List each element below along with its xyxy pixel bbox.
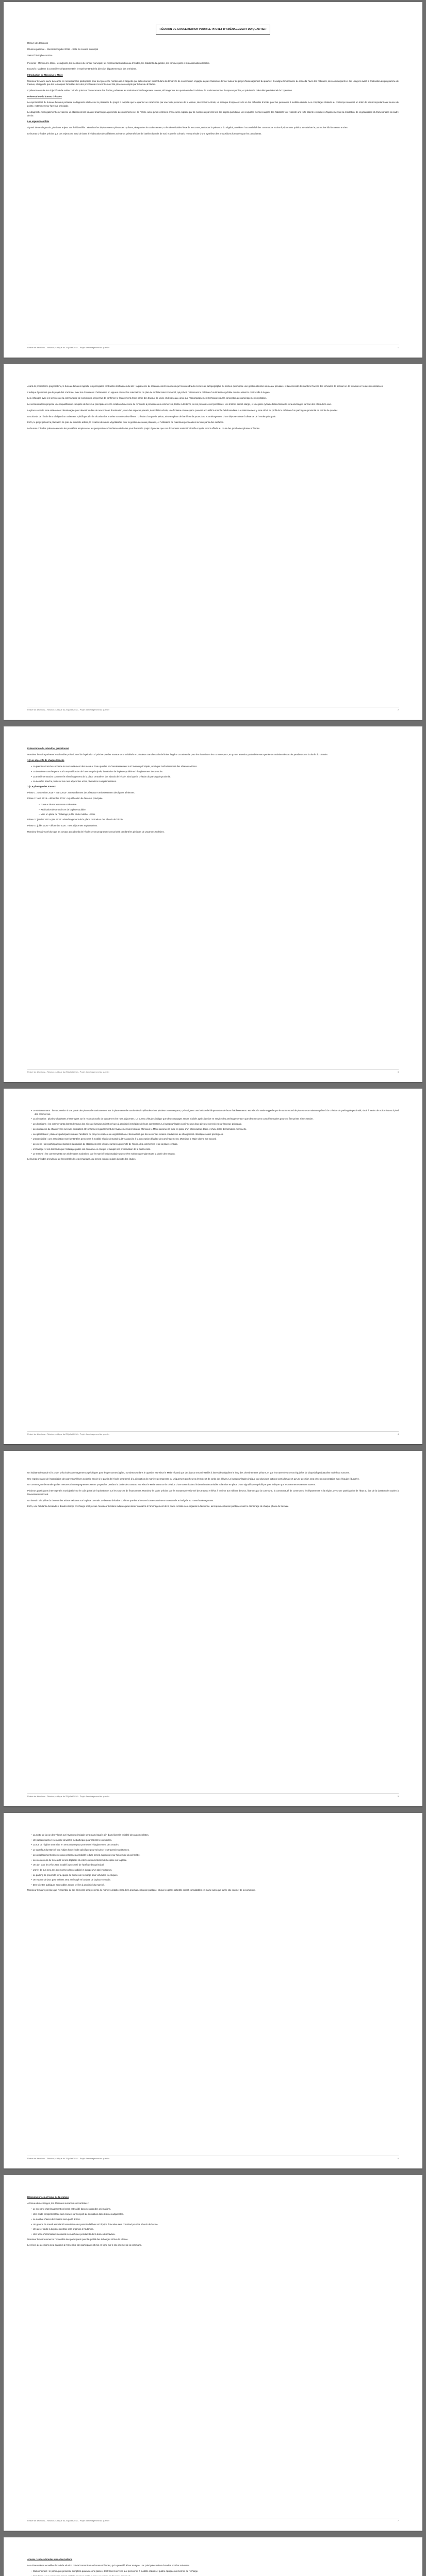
section-heading: Présentation du bureau d’études: [27, 95, 62, 98]
bullet-item: • Une étude complémentaire sera menée sur le report de circulation dans les rues adjacentes.: [27, 2213, 399, 2216]
bullet-item: • Le nombre d’aires de livraison sera porté à trois.: [27, 2218, 399, 2222]
document-page: [4, 2, 422, 358]
bullet-item: • Le scénario d’aménagement présenté est validé dans ses grandes orientations.: [27, 2208, 399, 2211]
page-footer: [27, 1431, 399, 1436]
bullet-item: • La deuxième tranche porte sur la requalification de l’avenue principale, la création de la piste cyclable et l’élargissement des trottoirs.: [27, 770, 399, 774]
bullet-item: • Stationnement : le parking de proximité comptera quarante-cinq places, dont trois réservées aux personnes à mobilité réduite et quatre équipées de bornes de recharge.: [27, 2570, 399, 2573]
paragraph: Un riverain s’inquiète du devenir des arbres existants sur la place centrale. Le bureau d’études confirme que les arbres en bonne santé seront conservés et intégrés au nouvel aménagement.: [27, 1499, 214, 1502]
page-number: 2: [397, 709, 399, 711]
paragraph: Le scénario retenu propose une requalification complète de l’avenue principale avec la création d’une zone de rencontre à proximité des commerces, limitée à 20 km/h, où les piétons seront prioritaires. Les trottoirs seront élargis, et une piste cyclable bidirectionnelle sera aménagée sur l’un des côtés de la voie.: [27, 403, 332, 406]
paragraph: Monsieur le Maire présente le calendrier prévisionnel de l’opération. Il précise que les travaux seront réalisés en plusieurs tranches afin de limiter la gêne occasionnée pour les riverains et les commerçants, et qu’une attention particulière sera portée au maintien des accès pendant toute la durée du chantier.: [27, 753, 329, 756]
document-page: [4, 2537, 422, 2576]
paragraph: Phase 4 : juillet 2020 – décembre 2020 : rues adjacentes et plantations.: [27, 824, 98, 827]
paragraph: Il indique également que le projet doit s’articuler avec les documents d’urbanisme en vigueur et avec les orientations du plan de mobilité intercommunal, qui prévoit notamment la création d’un itinéraire cyclable continu reliant le centre-ville à la gare.: [27, 391, 271, 394]
bullet-item: • Une lettre d’information mensuelle sera diffusée pendant toute la durée des travaux.: [27, 2233, 399, 2236]
paragraph: Monsieur le Maire précise que les travaux aux abords de l’école seront programmés en priorité pendant les périodes de vacances scolaires.: [27, 830, 165, 833]
sub-bullet-item: – Travaux de terrassement et de voirie.: [27, 803, 399, 807]
paragraph: Phase 2 : avril 2019 – décembre 2019 : requalification de l’avenue principale.: [27, 797, 103, 800]
bullet-item: • La troisième tranche concerne le réaménagement de la place centrale et des abords de l’école, ainsi que la création du parking de proximité.: [27, 775, 399, 779]
page-number: 1: [397, 347, 399, 349]
bullet-item: • La circulation : plusieurs habitants s’interrogent sur le report du trafic de transit vers les rues adjacentes. Le bureau d’études indique que des comptages seront réalisés après la mise en service des aménagements et que des mesures complémentaires pourront être prises si nécessaire.: [27, 1117, 399, 1121]
footer-text: Relevé de décisions – Réunion publique du 25 juillet 2018 – Projet d’aménagement du quartier: [27, 1071, 110, 1073]
paragraph: Un commerçant demande quelles mesures d’accompagnement seront proposées pendant la durée des travaux. Monsieur le Maire annonce la création d’une commission d’indemnisation amiable et la mise en place d’une signalétique spécifique pour indiquer que les commerces restent ouverts.: [27, 1483, 316, 1486]
document-page: [4, 364, 422, 720]
footer-text: Relevé de décisions – Réunion publique du 25 juillet 2018 – Projet d’aménagement du quartier: [27, 347, 110, 349]
paragraph: À l’issue des échanges, les décisions suivantes sont arrêtées :: [27, 2201, 89, 2205]
bullet-item: • Les emplacements réservés aux personnes à mobilité réduite seront augmentés sur l’ensemble du périmètre.: [27, 1854, 399, 1857]
paragraph: Monsieur le Maire précise que l’ensemble de ces éléments sera présenté de manière détaillée lors de la prochaine réunion publique, et que les plans définitifs seront consultables en mairie ainsi que sur le site internet de la commune.: [27, 1888, 256, 1891]
paragraph: Le représentant du bureau d’études présente le diagnostic réalisé sur le périmètre du projet. Il rappelle que le quartier se caractérise par une forte présence de la voiture, des trottoirs étroits, un manque d’espaces verts et des difficultés d’accès pour les personnes à mobilité réduite. Les comptages réalisés au printemps montrent un trafic de transit important aux heures de pointe, notamment sur l’avenue principale.: [27, 101, 399, 108]
page-footer: [27, 707, 399, 711]
document-page: [4, 726, 422, 1082]
page-footer: [27, 345, 399, 349]
paragraph: Les observations recueillies lors de la réunion ont été transmises au bureau d’études, qui a procédé à leur analyse. Les principales suites données sont les suivantes.: [27, 2564, 190, 2567]
paragraph: Plusieurs participants interrogent la municipalité sur le coût global de l’opération et sur les sources de financement. Monsieur le Maire précise que le montant prévisionnel des travaux s’élève à environ 3,8 millions d’euros, financés par la commune, la communauté de communes, le département et la région, avec une participation de l’État au titre de la dotation de soutien à l’investissement local.: [27, 1489, 399, 1496]
paragraph: Le bureau d’études présente ensuite les premières esquisses et les perspectives d’ambiance réalisées pour illustrer le projet. Il précise que ces documents restent indicatifs et qu’ils seront affinés au cours des prochaines phases d’études.: [27, 427, 260, 430]
bullet-item: • L’arrêt de bus sera mis aux normes d’accessibilité et équipé d’un abri voyageurs.: [27, 1869, 399, 1872]
paragraph: Le diagnostic met également en évidence un stationnement souvent anarchique à proximité des commerces et de l’école, ainsi qu’un sentiment d’insécurité exprimé par de nombreux parents lors des trajets quotidiens. Les enquêtes menées auprès des habitants font ressortir une forte attente en matière d’apaisement de la circulation, de végétalisation et d’amélioration du cadre de vie.: [27, 110, 399, 117]
paragraph: Un habitant demande si le projet prévoit des aménagements spécifiques pour les personnes âgées, nombreuses dans le quartier. Monsieur le Maire répond que des bancs seront installés à intervalles réguliers le long des cheminements piétons, et que les traversées seront équipées de dispositifs podotactiles et de feux sonores.: [27, 1471, 350, 1474]
bullet-item: • La rue de l’Église sera mise en sens unique pour permettre l’élargissement des trottoirs.: [27, 1843, 399, 1847]
section-heading: 2 ) Le phasage des travaux: [27, 785, 56, 788]
page-number: 3: [397, 1071, 399, 1073]
bullet-item: • Les livraisons : les commerçants demandent que des aires de livraison soient prévues à proximité immédiate de leurs commerces. Le bureau d’études confirme que deux aires seront créées sur l’avenue principale.: [27, 1123, 399, 1126]
bullet-item: • Les vélos : des participants demandent la création de stationnements vélos sécurisés à proximité de l’école, des commerces et de la place centrale.: [27, 1143, 399, 1146]
bullet-item: • Les plantations : plusieurs participants saluent l’ambition du projet en matière de végétalisation et demandent que des essences locales et adaptées au changement climatique soient privilégiées.: [27, 1133, 399, 1137]
document-title: RÉUNION DE CONCERTATION POUR LE PROJET D’AMÉNAGEMENT DU QUARTIER: [156, 25, 270, 35]
bullet-item: • Un groupe de travail associant l’association des parents d’élèves et l’équipe éducative sera constitué pour les abords de l’école.: [27, 2223, 399, 2227]
bullet-item: • Des toilettes publiques accessibles seront créées à proximité du marché.: [27, 1884, 399, 1887]
section-heading: Les enjeux identifiés: [27, 120, 50, 123]
paragraph: Présents : Monsieur le Maire, les adjoints, les membres du conseil municipal, les représentants du bureau d’études, les habitants du quartier, les commerçants et les associations locales.: [27, 61, 210, 64]
bullet-item: • Le carrefour du Marché fera l’objet d’une étude spécifique pour sécuriser les traversées piétonnes.: [27, 1849, 399, 1852]
section-heading: Introduction de Monsieur le Maire: [27, 73, 63, 76]
page-number: 4: [397, 1433, 399, 1435]
paragraph: Le bureau d’études précise que ces enjeux ont servi de base à l’élaboration des différents scénarios présentés lors de l’atelier du mois de mai, et que le scénario retenu résulte d’une synthèse des propositions formulées par les participants.: [27, 132, 262, 135]
paragraph: Monsieur le Maire ouvre la séance en remerciant les participants pour leur présence nombreuse. Il rappelle que cette réunion s’inscrit dans la démarche de concertation engagée depuis l’automne dernier autour du projet d’aménagement du quartier. Il souligne l’importance de recueillir l’avis des habitants, des commerçants et des usagers avant la finalisation du programme de travaux, et rappelle que les remarques formulées lors des précédentes rencontres ont été prises en compte par le bureau d’études.: [27, 79, 399, 86]
bullet-item: • Le marché : les commerçants non sédentaires souhaitent que le marché hebdomadaire puisse être maintenu pendant toute la durée des travaux.: [27, 1153, 399, 1156]
footer-text: Relevé de décisions – Réunion publique du 25 juillet 2018 – Projet d’aménagement du quartier: [27, 1795, 110, 1798]
meeting-info: Réunion publique – Mercredi 25 juillet 2018 – Salle du conseil municipal: [27, 48, 98, 51]
bullet-item: • Un espace de jeux pour enfants sera aménagé en bordure de la place centrale.: [27, 1878, 399, 1882]
sub-bullet-item: – Réalisation des trottoirs et de la piste cyclable.: [27, 808, 399, 812]
document-page: [4, 1089, 422, 1444]
section-heading: Annexe : suites données aux observations: [27, 2558, 73, 2561]
bullet-item: • La sortie de la rue des Tilleuls sur l’avenue principale sera réaménagée afin d’améliorer la visibilité des automobilistes.: [27, 1834, 399, 1837]
paragraph: Les abords de l’école feront l’objet d’un traitement spécifique afin de sécuriser les entrées et sorties des élèves : création d’un parvis piéton, mise en place de barrières de protection, et aménagement d’une dépose-minute à distance de l’entrée principale.: [27, 415, 276, 418]
bullet-item: • Le parking de proximité sera équipé de bornes de recharge pour véhicules électriques.: [27, 1874, 399, 1877]
bullet-item: • La dernière tranche porte sur les rues adjacentes et les plantations complémentaires.: [27, 780, 399, 784]
paragraph: À partir de ce diagnostic, plusieurs enjeux ont été identifiés : sécuriser les déplacements piétons et cyclistes, réorganiser le stationnement, créer de véritables lieux de rencontre, renforcer la présence du végétal, améliorer l’accessibilité des commerces et des équipements publics, et valoriser le patrimoine bâti du centre ancien.: [27, 126, 348, 129]
bullet-item: • Les conteneurs de tri sélectif seront déplacés et enterrés afin de libérer de l’espace sur la place.: [27, 1859, 399, 1862]
paragraph: Phase 1 : septembre 2018 – mars 2019 : renouvellement des réseaux et enfouissement des lignes aériennes.: [27, 791, 135, 794]
bullet-item: • Un plateau surélevé sera créé devant la médiathèque pour ralentir les véhicules.: [27, 1839, 399, 1842]
page-number: 5: [397, 1795, 399, 1798]
paragraph: Le bureau d’études prend note de l’ensemble de ces remarques, qui seront intégrées dans la suite des études.: [27, 1158, 136, 1161]
section-heading: 1 ) Les objectifs de chaque tranche: [27, 759, 64, 762]
sub-bullet-item: – Mise en place de l’éclairage public et du mobilier urbain.: [27, 813, 399, 817]
paragraph: Le relevé de décisions sera transmis à l’ensemble des participants et mis en ligne sur le site internet de la commune.: [27, 2244, 142, 2247]
bullet-item: • L’accessibilité : une association représentant les personnes à mobilité réduite demande à être associée à la conception détaillée des aménagements. Monsieur le Maire donne son accord.: [27, 1138, 399, 1141]
page-footer: [27, 1793, 399, 1798]
bullet-item: • Un atelier dédié à la place centrale sera organisé à l’automne.: [27, 2228, 399, 2231]
paragraph: La place centrale sera entièrement réaménagée pour devenir un lieu de rencontre et d’animation, avec des espaces plantés, du mobilier urbain, une fontaine et un espace pouvant accueillir le marché hebdomadaire. Le stationnement y sera réduit au profit de la création d’un parking de proximité en entrée de quartier.: [27, 409, 338, 412]
meeting-place: Saint-Christophe-sur-Roc: [27, 54, 53, 57]
footer-text: Relevé de décisions – Réunion publique du 25 juillet 2018 – Projet d’aménagement du quartier: [27, 709, 110, 711]
paragraph: Monsieur le Maire remercie l’ensemble des participants pour la qualité des échanges et lève la séance.: [27, 2238, 128, 2241]
footer-text: Relevé de décisions – Réunion publique du 25 juillet 2018 – Projet d’aménagement du quartier: [27, 2520, 110, 2522]
page-footer: [27, 2156, 399, 2160]
document-subtitle: Relevé de décisions: [27, 42, 48, 45]
paragraph: Phase 3 : janvier 2020 – juin 2020 : réaménagement de la place centrale et des abords de l’école.: [27, 818, 124, 821]
section-heading: Décisions prises à l’issue de la réunion: [27, 2196, 69, 2198]
paragraph: Il présente ensuite les objectifs de la soirée : faire le point sur l’avancement des études, présenter les scénarios d’aménagement retenus, échanger sur les questions de circulation, de stationnement et d’espaces publics, et préciser le calendrier prévisionnel de l’opération.: [27, 89, 293, 92]
paragraph: Les échanges avec les services de la communauté de communes ont permis de confirmer le financement d’une partie des travaux de voirie et de réseaux, ainsi que l’accompagnement technique pour la conception des aménagements cyclables.: [27, 397, 267, 400]
page-number: 6: [397, 2158, 399, 2160]
paragraph: Avant de présenter le projet retenu, le bureau d’études rappelle les principales contraintes techniques du site : la présence de réseaux enterrés anciens qu’il conviendra de renouveler, la topographie du secteur qui impose une gestion attentive des eaux pluviales, et la nécessité de maintenir l’accès des véhicules de secours et de livraison en toutes circonstances.: [27, 385, 384, 387]
bullet-item: • Le stationnement : la suppression d’une partie des places de stationnement sur la place centrale suscite des inquiétudes chez plusieurs commerçants, qui craignent une baisse de fréquentation de leurs établissements. Monsieur le Maire rappelle que le nombre total de places sera maintenu grâce à la création du parking de proximité, situé à moins de trois minutes à pied des commerces.: [27, 1109, 399, 1116]
document-page: [4, 1451, 422, 1806]
paragraph: Enfin, une habitante demande si d’autres temps d’échange sont prévus. Monsieur le Maire indique qu’un atelier consacré à l’aménagement de la place centrale sera organisé à l’automne, ainsi qu’une réunion publique avant le démarrage de chaque phase de travaux.: [27, 1505, 289, 1508]
document-page: [4, 2175, 422, 2531]
bullet-item: • Un abri pour les vélos sera installé à proximité de l’arrêt de bus principal.: [27, 1863, 399, 1867]
bullet-item: • Les nuisances du chantier : les riverains souhaitent être informés régulièrement de l’avancement des travaux. Monsieur le Maire annonce la mise en place d’un interlocuteur dédié et d’une lettre d’information mensuelle.: [27, 1128, 399, 1131]
bullet-item: • La première tranche concerne le renouvellement des réseaux d’eau potable et d’assainissement sur l’avenue principale, ainsi que l’enfouissement des réseaux aériens.: [27, 765, 399, 769]
footer-text: Relevé de décisions – Réunion publique du 25 juillet 2018 – Projet d’aménagement du quartier: [27, 2158, 110, 2160]
bullet-item: • L’éclairage : il est demandé que l’éclairage public soit économe en énergie et adapté à la préservation de la biodiversité.: [27, 1148, 399, 1151]
paragraph: Excusés : Madame la conseillère départementale, le représentant de la direction départementale des territoires.: [27, 67, 137, 71]
footer-text: Relevé de décisions – Réunion publique du 25 juillet 2018 – Projet d’aménagement du quartier: [27, 1433, 110, 1435]
document-page: [4, 1813, 422, 2168]
section-heading: Présentation du calendrier prévisionnel: [27, 747, 69, 750]
paragraph: Une représentante de l’association des parents d’élèves souhaite savoir si le parvis de l’école sera fermé à la circulation de manière permanente ou uniquement aux heures d’entrée et de sortie des élèves. Le bureau d’études indique que plusieurs options sont à l’étude et qu’une décision sera prise en concertation avec l’équipe éducative.: [27, 1477, 360, 1480]
page-number: 7: [397, 2520, 399, 2522]
page-footer: [27, 1069, 399, 1074]
page-footer: [27, 2518, 399, 2522]
paragraph: Enfin, le projet prévoit la plantation de près de soixante arbres, la création de noues végétalisées pour la gestion des eaux pluviales, et l’utilisation de matériaux perméables sur une partie des surfaces.: [27, 421, 224, 424]
